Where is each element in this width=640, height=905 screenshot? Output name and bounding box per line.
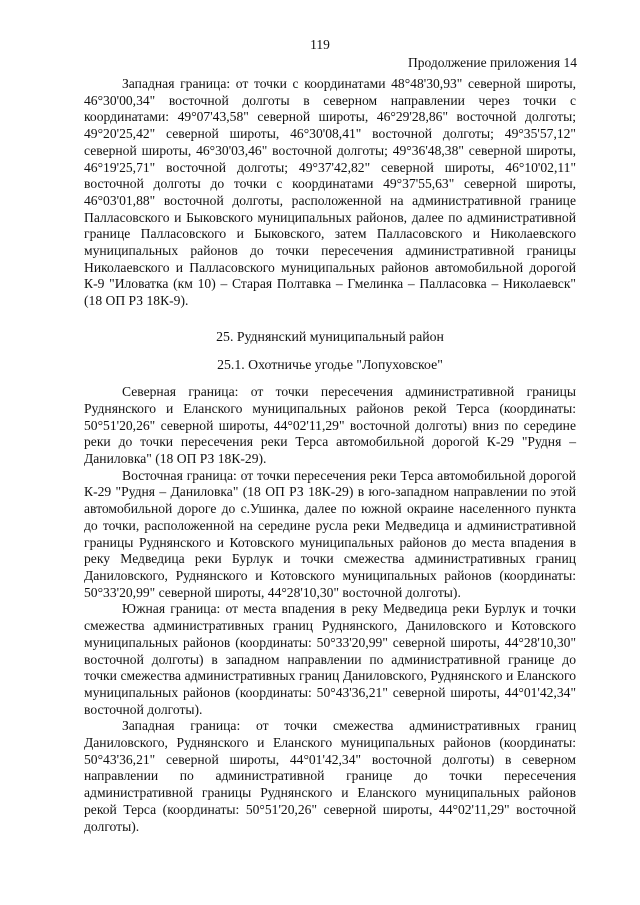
appendix-continuation-note: Продолжение приложения 14 xyxy=(407,55,577,70)
west-boundary-paragraph: Западная граница: от точки смежества административных границ Даниловского, Руднянского и Еланского муниципальных районов (координаты: 50°43'36,21" северной широты, 44°01'42,34" восточной долготы) в северном направлении по административной границе до точки пересечения административной границы Руднянского и Еланского муниципальных районов рекой Терса (координаты: 50°51'20,26" северной широты, 44°02'11,29" восточной долготы). xyxy=(84,718,576,834)
page-number: 119 xyxy=(310,37,330,52)
document-body xyxy=(84,76,576,835)
east-boundary-paragraph: Восточная граница: от точки пересечения реки Терса автомобильной дорогой К-29 "Рудня – Даниловка" (18 ОП РЗ 18К-29) в юго-западном направлении по этой автомобильной дороге до с.Ушинка, далее по южной окраине населенного пункта до точки, расположенной на середине русла реки Медведица и административной границы Руднянского и Котовского муниципальных районов до места впадения в реку Медведица реки Бурлук и точки смежества административных границ Даниловского, Руднянского и Котовского муниципальных районов (координаты: 50°33'20,99" северной широты, 44°28'10,30" восточной долготы). xyxy=(84,467,576,600)
north-boundary-paragraph: Северная граница: от точки пересечения административной границы Руднянского и Еланского муниципальных районов рекой Терса (координаты: 50°51'20,26" северной широты, 44°02'11,29" восточной долготы) вниз по середине реки до точки пересечения реки Терса автомобильной дорогой К-29 "Рудня – Даниловка" (18 ОП РЗ 18К-29). xyxy=(84,384,576,467)
west-boundary-previous-paragraph: Западная граница: от точки с координатами 48°48'30,93" северной широты, 46°30'00,34" восточной долготы в северном направлении через точки с координатами: 49°07'43,58" северной широты, 46°29'28,86" восточной долготы; 49°20'25,42" северной широты, 46°30'08,41" восточной долготы; 49°35'57,12" северной широты, 46°30'03,46" восточной долготы; 49°36'48,38" северной широты, 46°19'25,71" восточной долготы; 49°37'42,82" северной широты, 46°10'02,11" восточной долготы до точки с координатами 49°37'55,63" северной широты, 46°03'01,88" восточной долготы, расположенной на административной границе Палласовского и Быковского муниципальных районов, далее по административной границе Палласовского и Быковского, затем Палласовского и Николаевского муниципальных районов до точки пересечения административной границы Николаевского и Палласовского муниципальных районов автомобильной дорогой К-9 "Иловатка (км 10) – Старая Полтавка – Гмелинка – Палласовка – Николаевск" (18 ОП РЗ 18К-9). xyxy=(84,76,576,309)
hunting-area-heading: 25.1. Охотничье угодье "Лопуховское" xyxy=(217,356,443,372)
district-heading: 25. Руднянский муниципальный район xyxy=(216,328,444,344)
south-boundary-paragraph: Южная граница: от места впадения в реку Медведица реки Бурлук и точки смежества административных границ Руднянского, Даниловского и Котовского муниципальных районов (координаты: 50°33'20,99" северной широты, 44°28'10,30" восточной долготы) в западном направлении по административной границе до точки смежества административных границ Даниловского, Руднянского и Еланского муниципальных районов (координаты: 50°43'36,21" северной широты, 44°01'42,34" восточной долготы). xyxy=(84,601,576,717)
